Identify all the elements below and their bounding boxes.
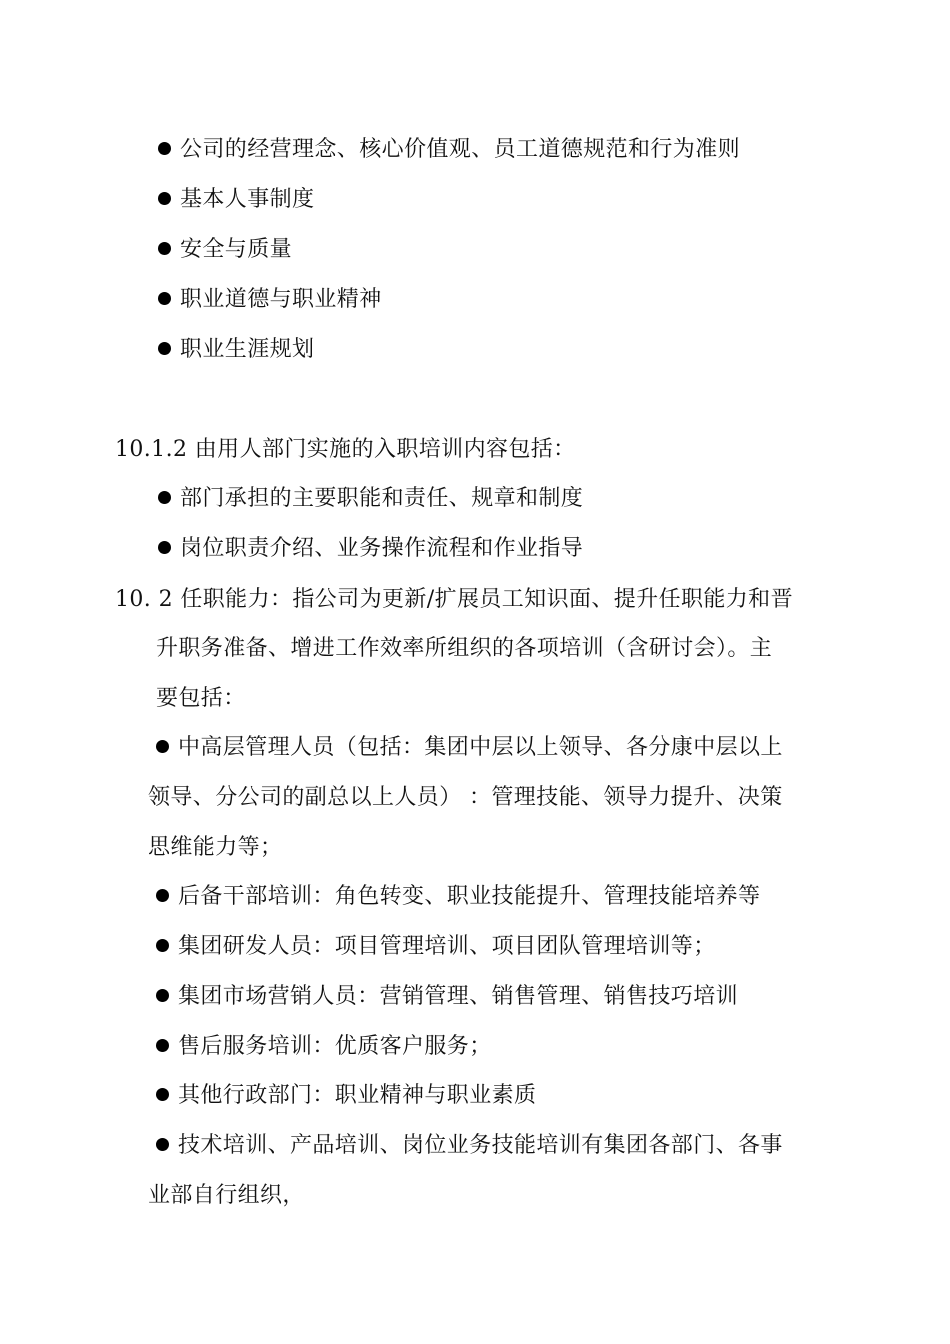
bullet-icon: [158, 142, 171, 155]
list-item-text: 中高层管理人员（包括：集团中层以上领导、各分康中层以上: [178, 735, 783, 760]
list-item: [156, 1081, 536, 1111]
list-item: [158, 185, 314, 215]
list-item-text: 公司的经营理念、核心价值观、员工道德规范和行为准则: [180, 137, 741, 162]
list-item: [158, 335, 314, 365]
bullet-icon: [156, 740, 169, 753]
list-item-text: 技术培训、产品培训、岗位业务技能培训有集团各部门、各事: [178, 1133, 783, 1158]
list-item-continuation: 思维能力等；: [148, 835, 283, 860]
bullet-icon: [158, 342, 171, 355]
list-item-text: 部门承担的主要职能和责任、规章和制度: [180, 486, 584, 511]
bullet-icon: [158, 491, 171, 504]
section-heading-10-2-line: 要包括：: [156, 686, 246, 711]
list-item: [158, 235, 292, 265]
list-item-continuation: 领导、分公司的副总以上人员） ：管理技能、领导力提升、决策: [148, 785, 783, 810]
bullet-icon: [156, 989, 169, 1002]
list-item-text: 基本人事制度: [180, 187, 315, 212]
list-item-text: 后备干部培训：角色转变、职业技能提升、管理技能培养等: [178, 884, 761, 909]
bullet-icon: [156, 1088, 169, 1101]
list-item-text: 集团市场营销人员：营销管理、销售管理、销售技巧培训: [178, 984, 739, 1009]
list-item-text: 集团研发人员：项目管理培训、项目团队管理培训等；: [178, 934, 716, 959]
list-item-text: 岗位职责介绍、业务操作流程和作业指导: [180, 536, 584, 561]
list-item: [158, 484, 583, 514]
list-item-text: 安全与质量: [180, 237, 293, 262]
list-item: [158, 135, 740, 165]
bullet-icon: [158, 242, 171, 255]
list-item: [158, 534, 583, 564]
list-item: [156, 982, 738, 1012]
list-item-text: 其他行政部门：职业精神与职业素质: [178, 1083, 537, 1108]
list-item-text: 售后服务培训：优质客户服务；: [178, 1034, 492, 1059]
bullet-icon: [158, 192, 171, 205]
bullet-icon: [156, 889, 169, 902]
bullet-icon: [158, 541, 171, 554]
bullet-icon: [156, 1039, 169, 1052]
section-heading-10-1-2: 10.1.2 由用人部门实施的入职培训内容包括：: [115, 437, 576, 462]
list-item-text: 职业道德与职业精神: [180, 287, 382, 312]
list-item-continuation: 业部自行组织，: [148, 1183, 305, 1208]
bullet-icon: [158, 292, 171, 305]
list-item: [156, 733, 783, 763]
section-heading-10-2-line: 10. 2 任职能力：指公司为更新/扩展员工知识面、提升任职能力和晋: [115, 587, 793, 612]
section-heading-10-2-line: 升职务准备、增进工作效率所组织的各项培训（含研讨会）。主: [156, 636, 773, 661]
list-item-text: 职业生涯规划: [180, 337, 315, 362]
list-item: [156, 1131, 783, 1161]
list-item: [156, 932, 716, 962]
bullet-icon: [156, 1138, 169, 1151]
list-item: [156, 1032, 492, 1062]
list-item: [156, 882, 760, 912]
list-item: [158, 285, 382, 315]
bullet-icon: [156, 939, 169, 952]
